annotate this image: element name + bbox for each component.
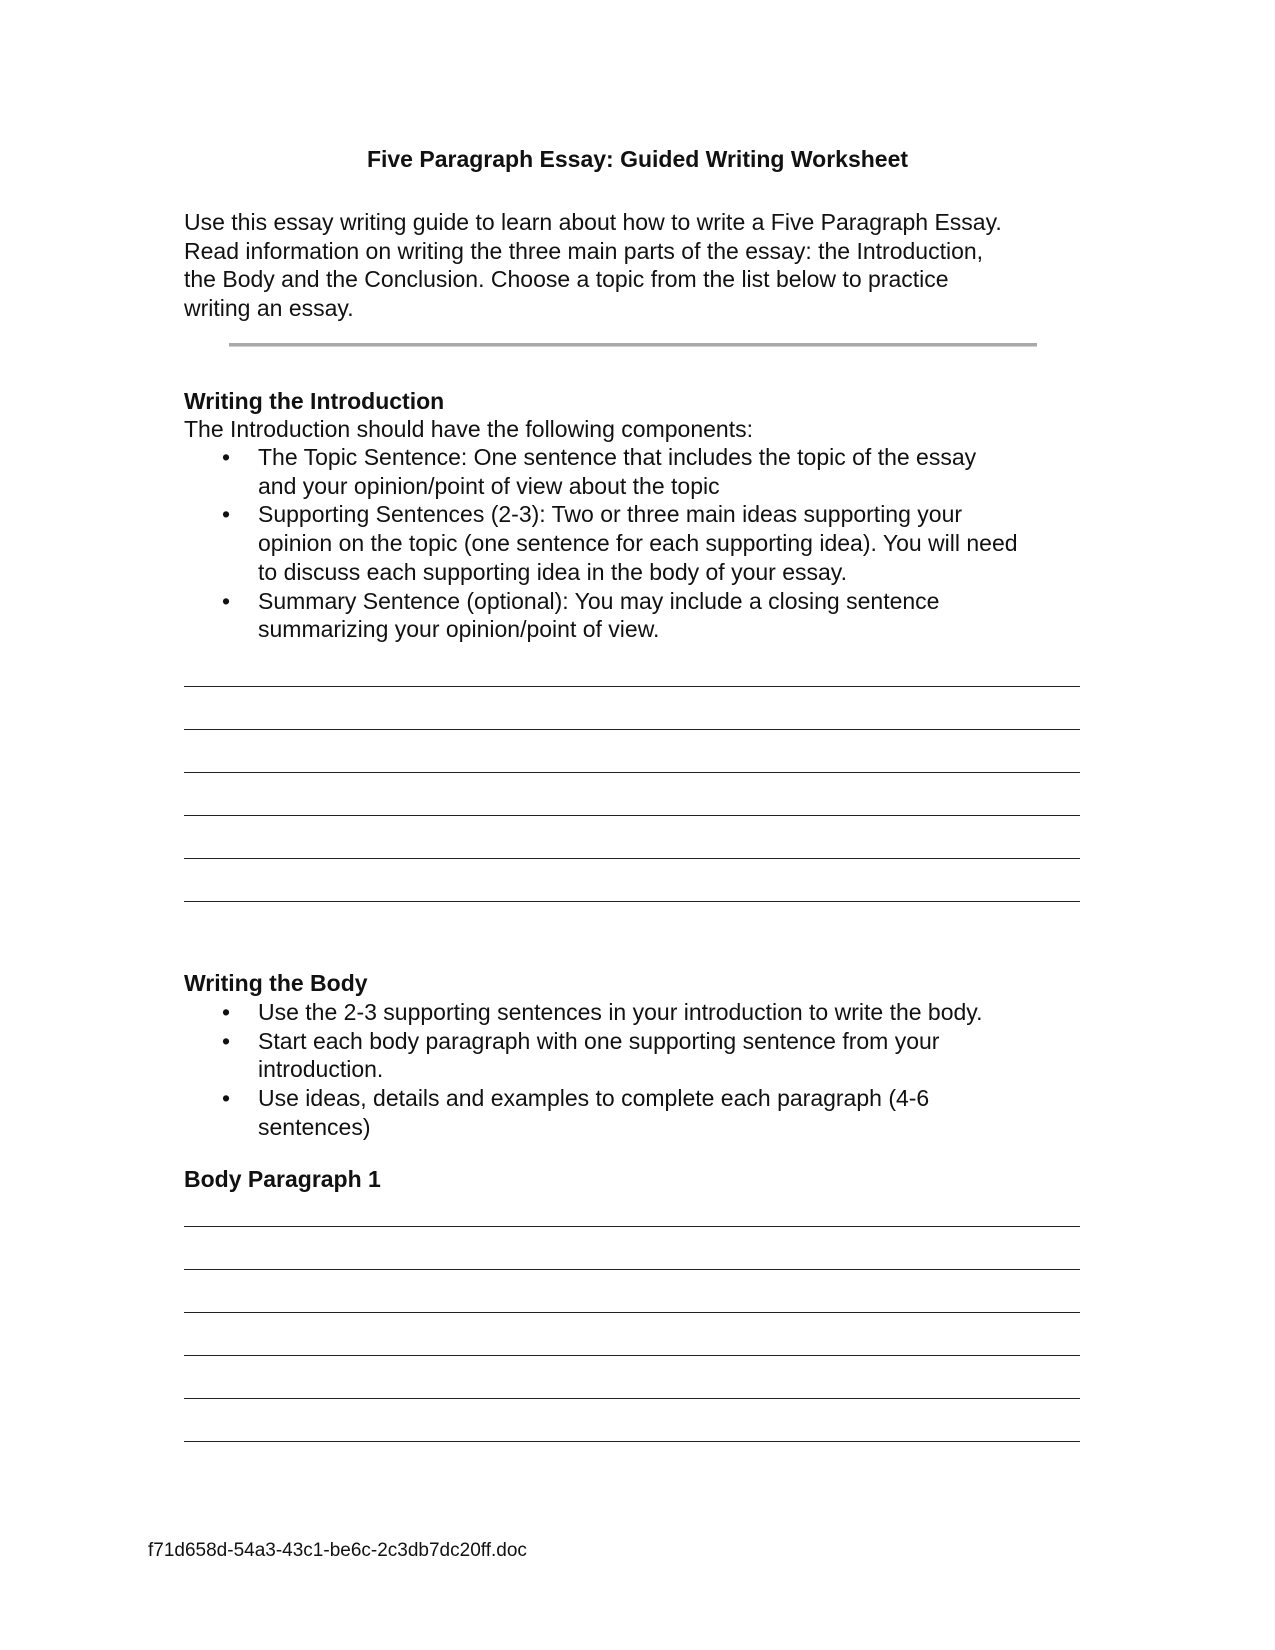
body-bullet-list	[184, 998, 1094, 1142]
bullet-icon: •	[222, 1085, 231, 1112]
introduction-description: The Introduction should have the following components:	[184, 416, 753, 442]
intro-paragraph	[184, 208, 1084, 323]
horizontal-divider	[229, 343, 1037, 347]
introduction-writing-line[interactable]	[184, 815, 1080, 816]
list-item-line: to discuss each supporting idea in the body of your essay.	[258, 558, 847, 585]
bullet-icon: •	[222, 999, 231, 1025]
body-paragraph-writing-line[interactable]	[184, 1269, 1080, 1270]
list-item-line: Use ideas, details and examples to complete each paragraph (4-6	[258, 1085, 930, 1112]
introduction-writing-line[interactable]	[184, 729, 1080, 730]
body-paragraph-writing-line[interactable]	[184, 1312, 1080, 1313]
introduction-writing-line[interactable]	[184, 901, 1080, 902]
list-item	[184, 443, 1094, 500]
list-item-line: Start each body paragraph with one supporting sentence from your	[258, 1027, 940, 1054]
list-item-line: opinion on the topic (one sentence for each supporting idea). You will need	[258, 530, 1018, 557]
intro-line: the Body and the Conclusion. Choose a topic from the list below to practice	[184, 266, 949, 293]
bullet-icon: •	[222, 444, 231, 470]
bullet-icon: •	[222, 501, 231, 528]
list-item-line: introduction.	[258, 1056, 384, 1083]
body-paragraph-1-heading: Body Paragraph 1	[184, 1166, 381, 1192]
body-paragraph-writing-line[interactable]	[184, 1441, 1080, 1442]
bullet-icon: •	[222, 1027, 231, 1054]
list-item-line: Use the 2-3 supporting sentences in your introduction to write the body.	[258, 999, 983, 1025]
list-item-line: summarizing your opinion/point of view.	[258, 616, 660, 643]
list-item	[184, 1027, 1094, 1084]
body-heading: Writing the Body	[184, 970, 368, 996]
body-paragraph-writing-line[interactable]	[184, 1398, 1080, 1399]
introduction-writing-line[interactable]	[184, 772, 1080, 773]
list-item-line: and your opinion/point of view about the topic	[258, 472, 720, 499]
introduction-writing-line[interactable]	[184, 858, 1080, 859]
list-item-line: The Topic Sentence: One sentence that includes the topic of the essay	[258, 444, 977, 470]
intro-line: Use this essay writing guide to learn about how to write a Five Paragraph Essay.	[184, 209, 1002, 235]
list-item-line: sentences)	[258, 1113, 371, 1140]
page-title: Five Paragraph Essay: Guided Writing Worksheet	[366, 146, 909, 172]
intro-line: Read information on writing the three main parts of the essay: the Introduction,	[184, 237, 984, 264]
list-item-line: Summary Sentence (optional): You may include a closing sentence	[258, 587, 940, 614]
list-item-line: Supporting Sentences (2-3): Two or three main ideas supporting your	[258, 501, 963, 528]
list-item	[184, 998, 1094, 1027]
list-item	[184, 587, 1094, 644]
bullet-icon: •	[222, 587, 231, 614]
list-item	[184, 500, 1094, 586]
list-item	[184, 1084, 1094, 1141]
introduction-writing-line[interactable]	[184, 686, 1080, 687]
intro-line: writing an essay.	[184, 295, 354, 322]
introduction-heading: Writing the Introduction	[184, 388, 445, 414]
document-filename-footer: f71d658d-54a3-43c1-be6c-2c3db7dc20ff.doc	[148, 1540, 527, 1561]
body-paragraph-writing-line[interactable]	[184, 1355, 1080, 1356]
body-paragraph-writing-line[interactable]	[184, 1226, 1080, 1227]
introduction-bullet-list	[184, 443, 1094, 644]
